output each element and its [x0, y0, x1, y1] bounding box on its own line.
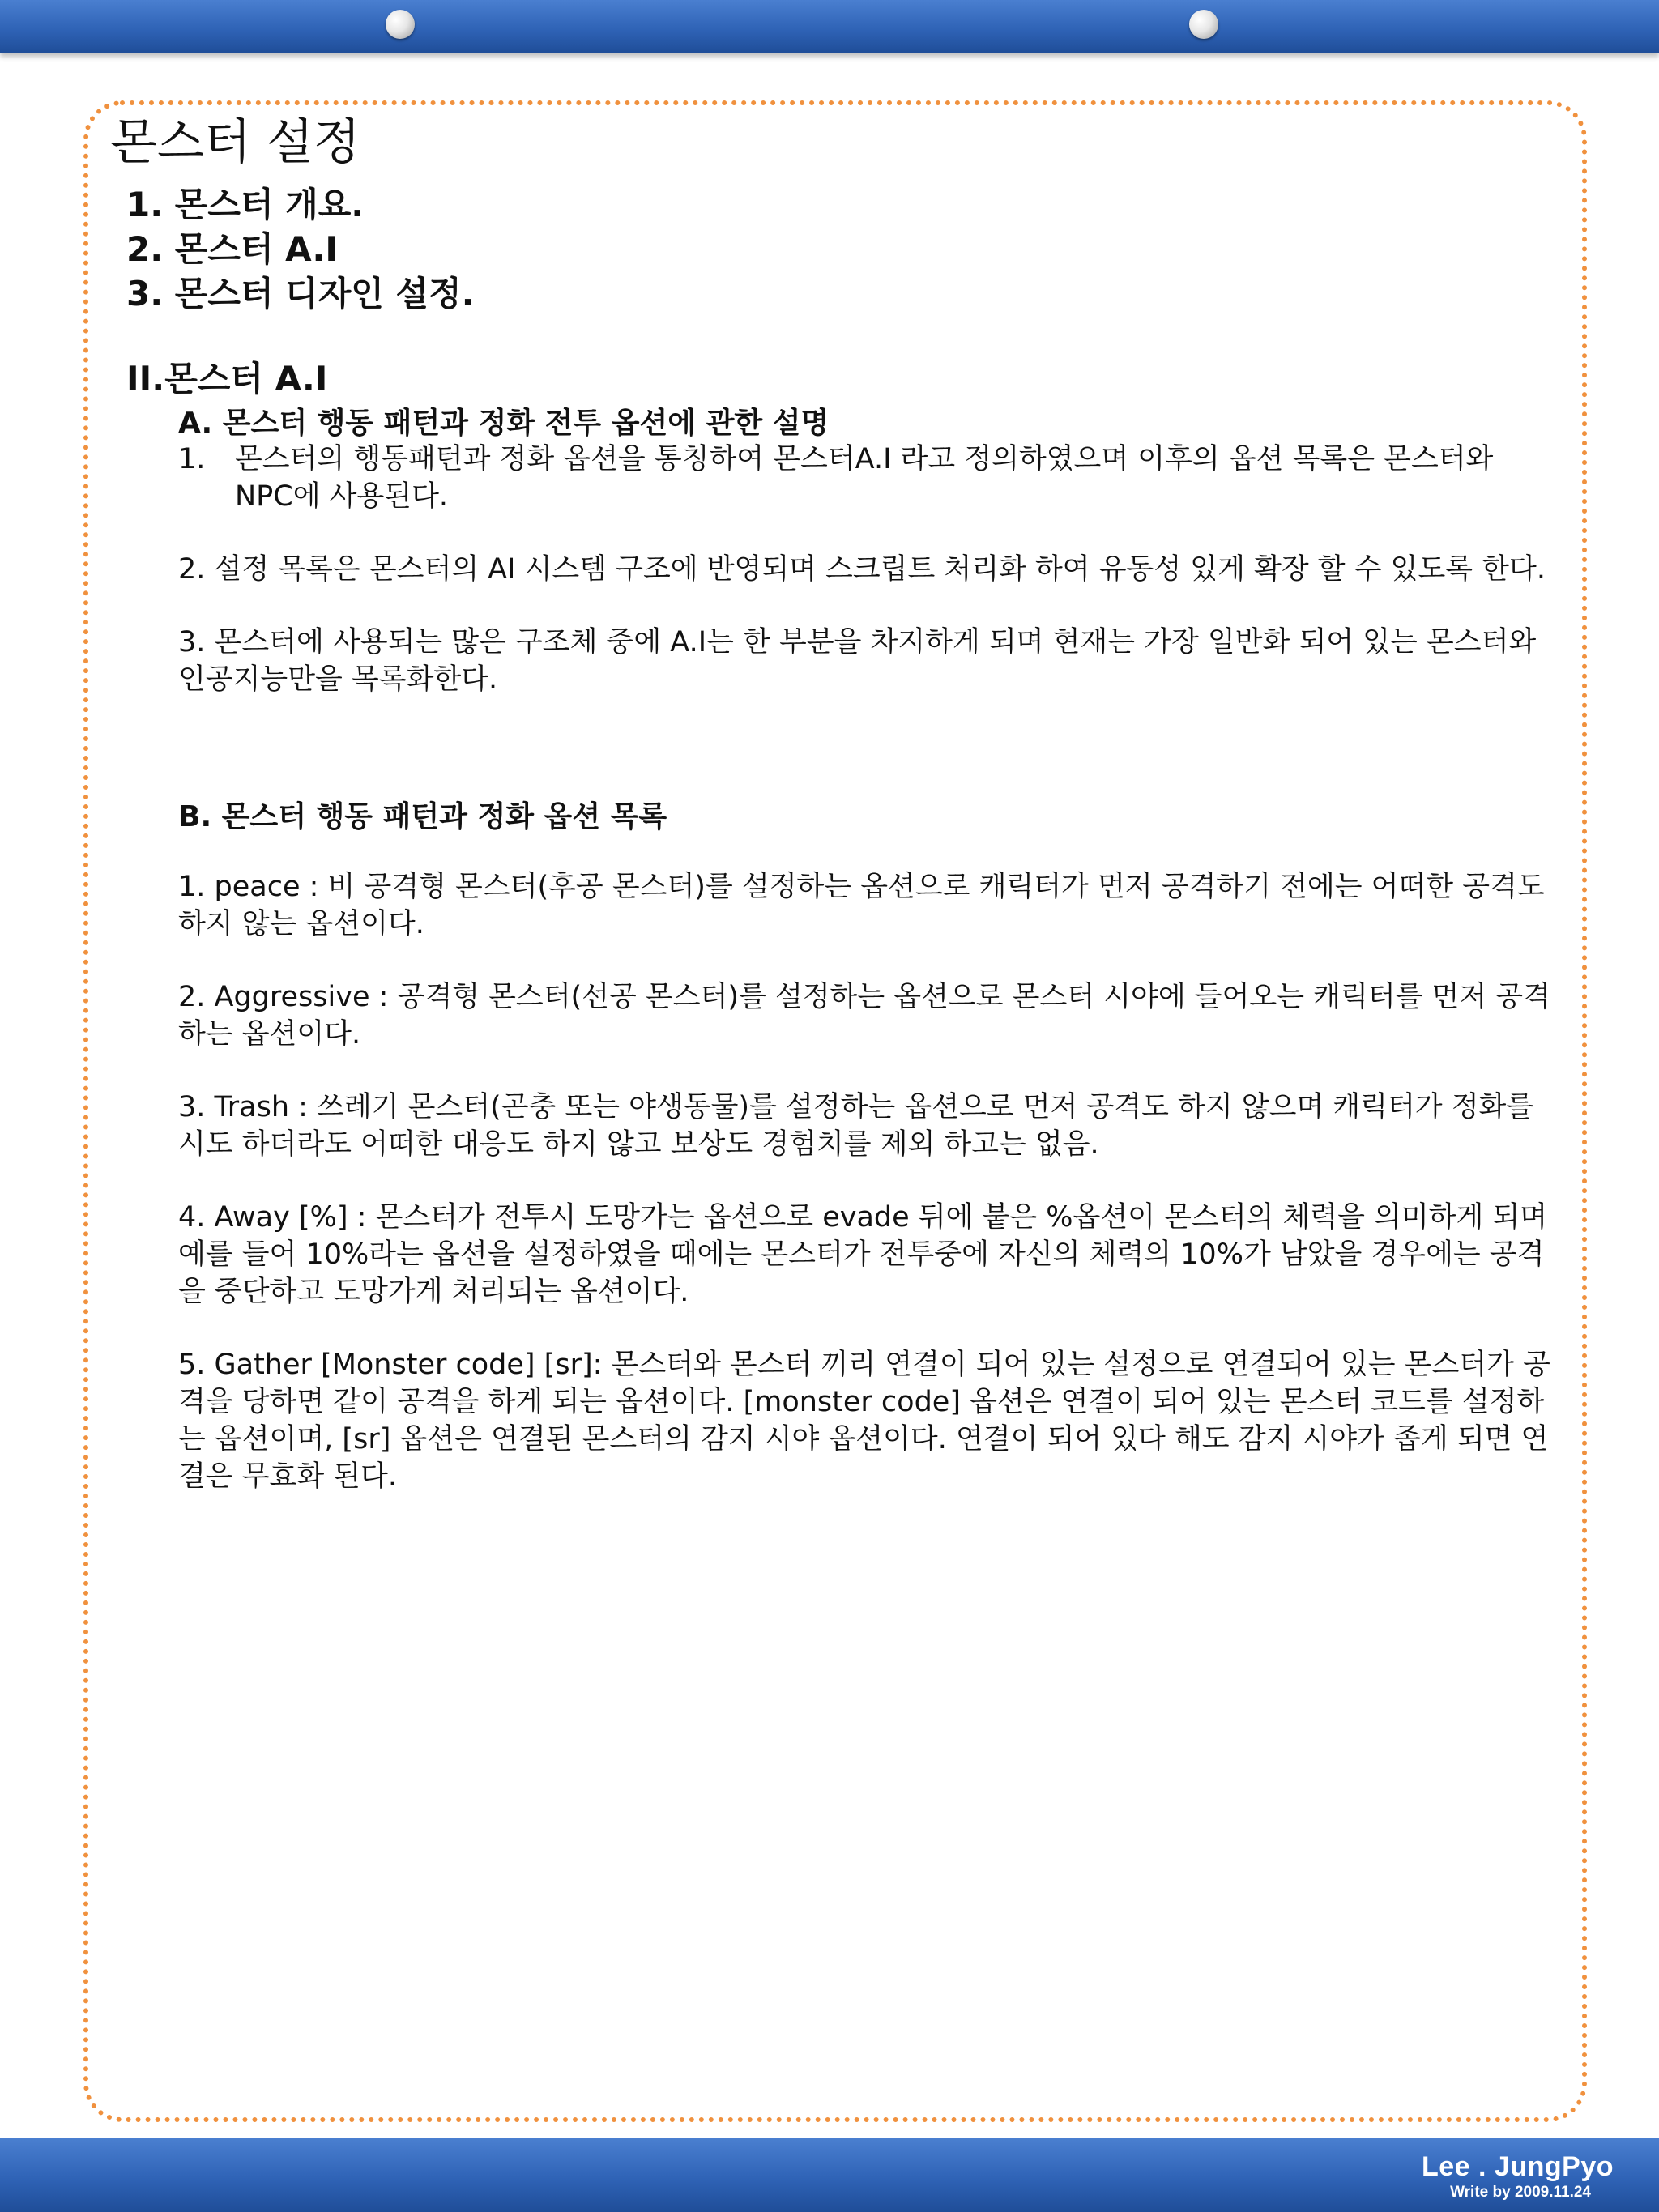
- list-item: [178, 441, 1555, 515]
- page-title: 몬스터 설정: [110, 114, 360, 171]
- subsection-a-heading: A. 몬스터 행동 패턴과 정화 전투 옵션에 관한 설명: [178, 407, 830, 440]
- binder-ring-icon: [1189, 10, 1218, 39]
- section-content: [178, 402, 1555, 1495]
- write-date: Write by 2009.11.24: [1450, 2184, 1591, 2201]
- list-item-text: 몬스터의 행동패턴과 정화 옵션을 통칭하여 몬스터A.I 라고 정의하였으며 이후의 옵션 목록은 몬스터와 NPC에 사용된다.: [235, 443, 1494, 513]
- section-heading: II.몬스터 A.I: [126, 359, 328, 399]
- binder-ring-icon: [386, 10, 415, 39]
- list-item: 2. 설정 목록은 몬스터의 AI 시스템 구조에 반영되며 스크립트 처리화 하여 유동성 있게 확장 할 수 있도록 한다.: [178, 553, 1546, 586]
- table-of-contents: [126, 182, 475, 316]
- list-item: 4. Away [%] : 몬스터가 전투시 도망가는 옵션으로 evade 뒤에 붙은 %옵션이 몬스터의 체력을 의미하게 되며 예를 들어 10%라는 옵션을 설정하였을 때에는 몬스터가 전투중에 자신의 체력의 10%가 남았을 경우에는 공격을 중단하고 도망가게 처리되는 옵션이다.: [178, 1201, 1547, 1308]
- bottom-footer-bar: [0, 2138, 1659, 2212]
- subsection-b-heading: B. 몬스터 행동 패턴과 정화 옵션 목록: [178, 800, 667, 833]
- list-item-number: 1.: [178, 443, 206, 475]
- toc-item: 1. 몬스터 개요.: [126, 185, 365, 224]
- toc-item: 2. 몬스터 A.I: [126, 229, 339, 269]
- list-item: 2. Aggressive : 공격형 몬스터(선공 몬스터)를 설정하는 옵션으로 몬스터 시야에 들어오는 캐릭터를 먼저 공격하는 옵션이다.: [178, 981, 1550, 1051]
- top-header-bar: [0, 0, 1659, 53]
- author-name: Lee . JungPyo: [1422, 2151, 1614, 2182]
- list-item: 5. Gather [Monster code] [sr]: 몬스터와 몬스터 끼리 연결이 되어 있는 설정으로 연결되어 있는 몬스터가 공격을 당하면 같이 공격을 하게 되는 옵션이다. [monster code] 옵션은 연결이 되어 있는 몬스터 코드를 설정하는 옵션이며, [sr] 옵션은 연결된 몬스터의 감지 시야 옵션이다. 연결이 되어 있다 해도 감지 시야가 좁게 되면 연결은 무효화 된다.: [178, 1349, 1550, 1493]
- list-item: 1. peace : 비 공격형 몬스터(후공 몬스터)를 설정하는 옵션으로 캐릭터가 먼저 공격하기 전에는 어떠한 공격도 하지 않는 옵션이다.: [178, 871, 1545, 940]
- list-item: 3. Trash : 쓰레기 몬스터(곤충 또는 야생동물)를 설정하는 옵션으로 먼저 공격도 하지 않으며 캐릭터가 정화를 시도 하더라도 어떠한 대응도 하지 않고 보상도 경험치를 제외 하고는 없음.: [178, 1091, 1534, 1161]
- list-item: 3. 몬스터에 사용되는 많은 구조체 중에 A.I는 한 부분을 차지하게 되며 현재는 가장 일반화 되어 있는 몬스터와 인공지능만을 목록화한다.: [178, 626, 1537, 696]
- toc-item: 3. 몬스터 디자인 설정.: [126, 274, 475, 313]
